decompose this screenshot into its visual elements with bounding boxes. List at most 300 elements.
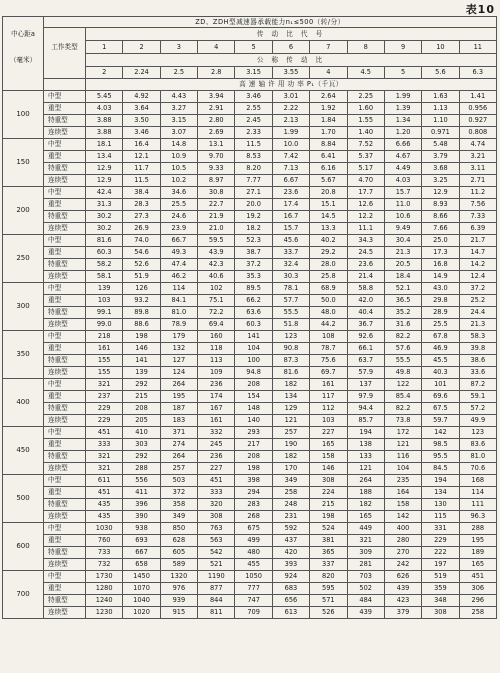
power-value-cell: 8.84 [310,139,347,151]
power-value-cell: 3.25 [422,175,459,187]
power-value-cell: 139 [123,367,160,379]
power-value-cell: 29.2 [310,247,347,259]
power-value-cell: 85.4 [384,391,421,403]
table-row [3,415,497,427]
power-value-cell: 63.7 [347,355,384,367]
power-value-cell: 242 [384,559,421,571]
table-row [3,115,497,127]
power-value-cell: 27.1 [235,187,272,199]
work-type-cell: 连续型 [44,127,86,139]
power-value-cell: 293 [235,427,272,439]
power-value-cell: 59.7 [422,415,459,427]
table-row [3,331,497,343]
power-value-cell: 321 [347,535,384,547]
power-value-cell: 36.7 [347,319,384,331]
power-value-cell: 58.8 [347,283,384,295]
power-value-cell: 183 [160,415,197,427]
power-value-cell: 656 [272,595,309,607]
power-value-cell: 7.56 [459,199,496,211]
power-value-cell: 117 [310,391,347,403]
power-value-cell: 288 [459,523,496,535]
power-value-cell: 84.5 [422,463,459,475]
power-value-cell: 3.88 [86,115,123,127]
work-type-cell: 特重型 [44,211,86,223]
power-value-cell: 9.33 [198,163,235,175]
work-type-cell: 特重型 [44,595,86,607]
power-value-cell: 11.5 [235,139,272,151]
power-value-cell: 34.6 [160,187,197,199]
power-value-cell: 97.9 [347,391,384,403]
power-value-cell: 24.6 [160,211,197,223]
power-value-cell: 190 [272,439,309,451]
power-value-cell: 3.94 [198,91,235,103]
power-value-cell: 11.2 [459,187,496,199]
power-value-cell: 976 [160,583,197,595]
power-value-cell: 96.3 [459,511,496,523]
work-type-cell: 连续型 [44,175,86,187]
power-value-cell: 42.3 [198,259,235,271]
power-value-cell: 7.33 [459,211,496,223]
power-value-cell: 439 [347,607,384,619]
power-value-cell: 167 [198,403,235,415]
power-value-cell: 17.3 [422,247,459,259]
power-value-cell: 137 [347,379,384,391]
power-value-cell: 675 [235,523,272,535]
work-type-cell: 中型 [44,571,86,583]
power-value-cell: 703 [347,571,384,583]
work-type-cell: 重型 [44,535,86,547]
power-value-cell: 15.1 [310,199,347,211]
power-value-cell: 55.5 [272,307,309,319]
power-value-cell: 308 [422,607,459,619]
power-value-cell: 10.0 [272,139,309,151]
unit-spacer [3,41,44,54]
power-value-cell: 5.67 [310,175,347,187]
work-type-cell: 特重型 [44,451,86,463]
ratio-code-cell: 7 [310,41,347,54]
power-value-cell: 393 [272,559,309,571]
power-value-cell: 208 [123,403,160,415]
power-value-cell: 30.2 [86,223,123,235]
power-value-cell: 44.2 [310,319,347,331]
ratio-code-cell: 4 [198,41,235,54]
power-value-cell: 248 [272,499,309,511]
power-value-cell: 571 [310,595,347,607]
work-type-cell: 连续型 [44,367,86,379]
power-value-cell: 400 [384,523,421,535]
power-value-cell: 20.5 [384,259,421,271]
power-value-cell: 182 [272,379,309,391]
power-value-cell: 589 [160,559,197,571]
power-value-cell: 23.6 [347,259,384,271]
power-value-cell: 42.4 [86,187,123,199]
power-value-cell: 563 [198,535,235,547]
power-value-cell: 1.99 [272,127,309,139]
power-value-cell: 10.5 [160,163,197,175]
power-value-cell: 67.5 [422,403,459,415]
center-distance-cell: 250 [3,235,44,283]
power-value-cell: 372 [160,487,197,499]
power-value-cell: 154 [235,391,272,403]
power-value-cell: 231 [272,511,309,523]
power-value-cell: 82.2 [384,403,421,415]
power-value-cell: 2.71 [459,175,496,187]
power-value-cell: 236 [198,379,235,391]
power-value-cell: 194 [422,475,459,487]
power-value-cell: 451 [459,571,496,583]
power-value-cell: 38.7 [235,247,272,259]
table-row [3,391,497,403]
table-row [3,367,497,379]
power-value-cell: 49.8 [384,367,421,379]
nominal-ratio-cell: 3.55 [272,67,309,79]
work-type-cell: 特重型 [44,307,86,319]
power-value-cell: 25.5 [160,199,197,211]
power-value-cell: 820 [310,571,347,583]
ratio-code-cell: 10 [422,41,459,54]
power-value-cell: 57.9 [347,367,384,379]
table-row [3,607,497,619]
unit-label: （毫米） [3,54,44,67]
ratio-code-cell: 2 [123,41,160,54]
table-row [3,379,497,391]
power-value-cell: 78.9 [160,319,197,331]
power-value-cell: 1.63 [422,91,459,103]
power-value-cell: 850 [160,523,197,535]
power-value-cell: 85.7 [347,415,384,427]
center-distance-cell: 100 [3,91,44,139]
power-value-cell: 148 [235,403,272,415]
power-value-cell: 114 [459,487,496,499]
power-value-cell: 31.6 [384,319,421,331]
power-value-cell: 108 [310,331,347,343]
power-value-cell: 5.37 [347,151,384,163]
power-value-cell: 264 [347,475,384,487]
power-value-cell: 280 [384,535,421,547]
power-value-cell: 30.4 [384,235,421,247]
power-value-cell: 371 [160,427,197,439]
power-value-cell: 747 [235,595,272,607]
power-value-cell: 3.46 [123,127,160,139]
load-capacity-table [2,16,497,619]
power-value-cell: 28.3 [123,199,160,211]
table-row [3,583,497,595]
power-value-cell: 321 [86,463,123,475]
power-value-cell: 123 [459,427,496,439]
power-value-cell: 141 [235,331,272,343]
power-value-cell: 222 [422,547,459,559]
work-type-cell: 重型 [44,343,86,355]
power-value-cell: 732 [86,559,123,571]
power-value-cell: 205 [123,415,160,427]
power-value-cell: 18.4 [384,271,421,283]
power-value-cell: 78.7 [310,343,347,355]
table-row [3,499,497,511]
table-row [3,487,497,499]
power-value-cell: 172 [384,427,421,439]
power-value-cell: 4.67 [384,151,421,163]
power-value-cell: 308 [310,475,347,487]
power-value-cell: 4.49 [384,163,421,175]
power-value-cell: 129 [272,403,309,415]
power-value-cell: 60.3 [86,247,123,259]
table-row [3,271,497,283]
work-type-cell: 中型 [44,331,86,343]
power-value-cell: 6.39 [459,223,496,235]
power-value-cell: 16.4 [123,139,160,151]
power-value-cell: 542 [198,547,235,559]
power-value-cell: 164 [384,487,421,499]
power-value-cell: 1730 [86,571,123,583]
power-value-cell: 100 [235,355,272,367]
power-value-cell: 10.9 [160,151,197,163]
center-distance-cell: 300 [3,283,44,331]
power-value-cell: 142 [422,427,459,439]
power-value-cell: 121 [347,463,384,475]
power-value-cell: 195 [459,535,496,547]
power-value-cell: 66.7 [160,235,197,247]
power-value-cell: 14.7 [459,247,496,259]
table-row [3,559,497,571]
power-value-cell: 197 [422,559,459,571]
table-row [3,403,497,415]
power-value-cell: 1.55 [347,115,384,127]
power-value-cell: 1.13 [422,103,459,115]
power-value-cell: 57.7 [272,295,309,307]
power-value-cell: 66.2 [235,295,272,307]
table-row [3,319,497,331]
work-type-cell: 连续型 [44,607,86,619]
power-value-cell: 7.52 [347,139,384,151]
power-value-cell: 235 [384,475,421,487]
power-value-cell: 189 [459,547,496,559]
power-value-cell: 2.45 [235,115,272,127]
nominal-ratio-cell: 6.3 [459,67,496,79]
power-value-cell: 52.3 [235,235,272,247]
work-type-header: 工作类型 [44,41,86,54]
power-value-cell: 333 [86,439,123,451]
power-value-cell: 40.4 [347,307,384,319]
power-value-cell: 75.6 [310,355,347,367]
power-value-cell: 9.49 [384,223,421,235]
work-type-cell: 特重型 [44,259,86,271]
power-value-cell: 99.1 [86,307,123,319]
power-value-cell: 613 [272,607,309,619]
power-value-cell: 37.2 [459,283,496,295]
power-value-cell: 0.971 [422,127,459,139]
power-value-cell: 218 [86,331,123,343]
power-value-cell: 6.41 [310,151,347,163]
work-type-cell: 中型 [44,379,86,391]
power-value-cell: 161 [310,379,347,391]
power-value-cell: 81.0 [459,451,496,463]
power-value-cell: 121 [272,415,309,427]
power-value-cell: 4.03 [86,103,123,115]
power-value-cell: 924 [272,571,309,583]
work-type-cell: 中型 [44,523,86,535]
power-value-cell: 4.92 [123,91,160,103]
power-value-cell: 21.3 [384,247,421,259]
power-value-cell: 0.927 [459,115,496,127]
power-value-cell: 439 [384,583,421,595]
power-value-cell: 21.7 [459,235,496,247]
power-value-cell: 57.6 [384,343,421,355]
power-value-cell: 161 [198,415,235,427]
power-value-cell: 683 [272,583,309,595]
power-value-cell: 198 [235,463,272,475]
power-value-cell: 3.21 [459,151,496,163]
power-value-cell: 43.9 [198,247,235,259]
power-value-cell: 133 [347,451,384,463]
power-value-cell: 58.3 [459,331,496,343]
power-value-cell: 3.46 [235,91,272,103]
power-value-cell: 11.5 [123,175,160,187]
power-value-cell: 33.7 [272,247,309,259]
work-type-cell: 连续型 [44,415,86,427]
power-value-cell: 309 [347,547,384,559]
power-value-cell: 451 [198,475,235,487]
power-value-cell: 1070 [123,583,160,595]
power-value-cell: 146 [123,343,160,355]
table-row [3,463,497,475]
power-value-cell: 141 [123,355,160,367]
power-value-cell: 208 [235,379,272,391]
power-value-cell: 4.03 [384,175,421,187]
table-title: ZD、ZDH型减速器承载能力n₁≤500（转/分） [44,17,497,28]
work-type-cell: 连续型 [44,559,86,571]
power-value-cell: 1030 [86,523,123,535]
power-value-cell: 7.77 [235,175,272,187]
power-value-cell: 733 [86,547,123,559]
power-value-cell: 101 [422,379,459,391]
power-value-cell: 365 [310,547,347,559]
power-value-cell: 17.4 [272,199,309,211]
power-value-cell: 1.41 [459,91,496,103]
work-type-cell: 重型 [44,487,86,499]
power-value-cell: 605 [160,547,197,559]
power-value-cell: 27.3 [123,211,160,223]
power-value-cell: 155 [86,355,123,367]
ratio-code-cell: 5 [235,41,272,54]
power-value-cell: 58.1 [86,271,123,283]
power-value-cell: 2.80 [198,115,235,127]
power-value-cell: 611 [86,475,123,487]
power-value-cell: 59.5 [198,235,235,247]
table-row [3,175,497,187]
power-value-cell: 451 [86,487,123,499]
power-value-cell: 103 [86,295,123,307]
power-value-cell: 48.0 [310,307,347,319]
power-value-cell: 410 [123,427,160,439]
power-value-cell: 50.0 [310,295,347,307]
power-value-cell: 160 [198,331,235,343]
power-value-cell: 165 [459,559,496,571]
nominal-ratio-cell: 4 [310,67,347,79]
power-value-cell: 18.1 [86,139,123,151]
power-value-cell: 146 [310,463,347,475]
power-value-cell: 10.2 [160,175,197,187]
power-value-cell: 114 [160,283,197,295]
work-type-cell: 连续型 [44,463,86,475]
table-row [3,547,497,559]
power-value-cell: 420 [272,547,309,559]
power-value-cell: 29.8 [422,295,459,307]
work-type-cell: 中型 [44,139,86,151]
power-value-cell: 158 [384,499,421,511]
power-value-cell: 3.27 [160,103,197,115]
power-value-cell: 179 [160,331,197,343]
power-value-cell: 229 [86,415,123,427]
power-value-cell: 1.39 [384,103,421,115]
power-value-cell: 109 [198,367,235,379]
power-value-cell: 25.8 [310,271,347,283]
power-value-cell: 1020 [123,607,160,619]
power-value-cell: 1.92 [310,103,347,115]
power-value-cell: 165 [310,439,347,451]
power-value-cell: 1320 [160,571,197,583]
work-type-cell: 连续型 [44,319,86,331]
center-distance-cell: 700 [3,571,44,619]
power-value-cell: 42.0 [347,295,384,307]
power-value-cell: 38.4 [123,187,160,199]
table-row [3,427,497,439]
power-value-cell: 18.2 [235,223,272,235]
power-value-cell: 161 [86,343,123,355]
power-value-cell: 182 [272,451,309,463]
work-type-cell: 中型 [44,427,86,439]
power-value-cell: 102 [198,283,235,295]
work-type-cell: 特重型 [44,547,86,559]
power-value-cell: 331 [422,523,459,535]
power-value-cell: 281 [347,559,384,571]
work-type-cell: 重型 [44,247,86,259]
power-value-cell: 115 [422,511,459,523]
power-value-cell: 11.1 [347,223,384,235]
table-row [3,103,497,115]
power-value-cell: 82.2 [384,331,421,343]
power-value-cell: 1.84 [310,115,347,127]
table-row [3,139,497,151]
table-row [3,511,497,523]
power-value-cell: 59.1 [459,391,496,403]
power-value-cell: 215 [310,499,347,511]
power-value-cell: 3.11 [459,163,496,175]
table-row [3,439,497,451]
power-value-cell: 308 [198,511,235,523]
table-row [3,571,497,583]
power-value-cell: 229 [422,535,459,547]
power-value-cell: 12.2 [347,211,384,223]
ratio-code-cell: 8 [347,41,384,54]
power-value-cell: 292 [123,451,160,463]
power-value-cell: 8.53 [235,151,272,163]
power-value-cell: 43.0 [422,283,459,295]
table-row [3,235,497,247]
power-value-cell: 3.07 [160,127,197,139]
power-value-cell: 4.70 [347,175,384,187]
power-value-cell: 52.1 [384,283,421,295]
power-value-cell: 526 [310,607,347,619]
power-value-cell: 57.2 [459,403,496,415]
power-value-cell: 306 [459,583,496,595]
power-value-cell: 7.13 [272,163,309,175]
power-value-cell: 270 [384,547,421,559]
work-type-cell: 中型 [44,283,86,295]
power-value-cell: 51.8 [272,319,309,331]
table-row [3,595,497,607]
power-value-cell: 519 [422,571,459,583]
power-value-cell: 359 [422,583,459,595]
